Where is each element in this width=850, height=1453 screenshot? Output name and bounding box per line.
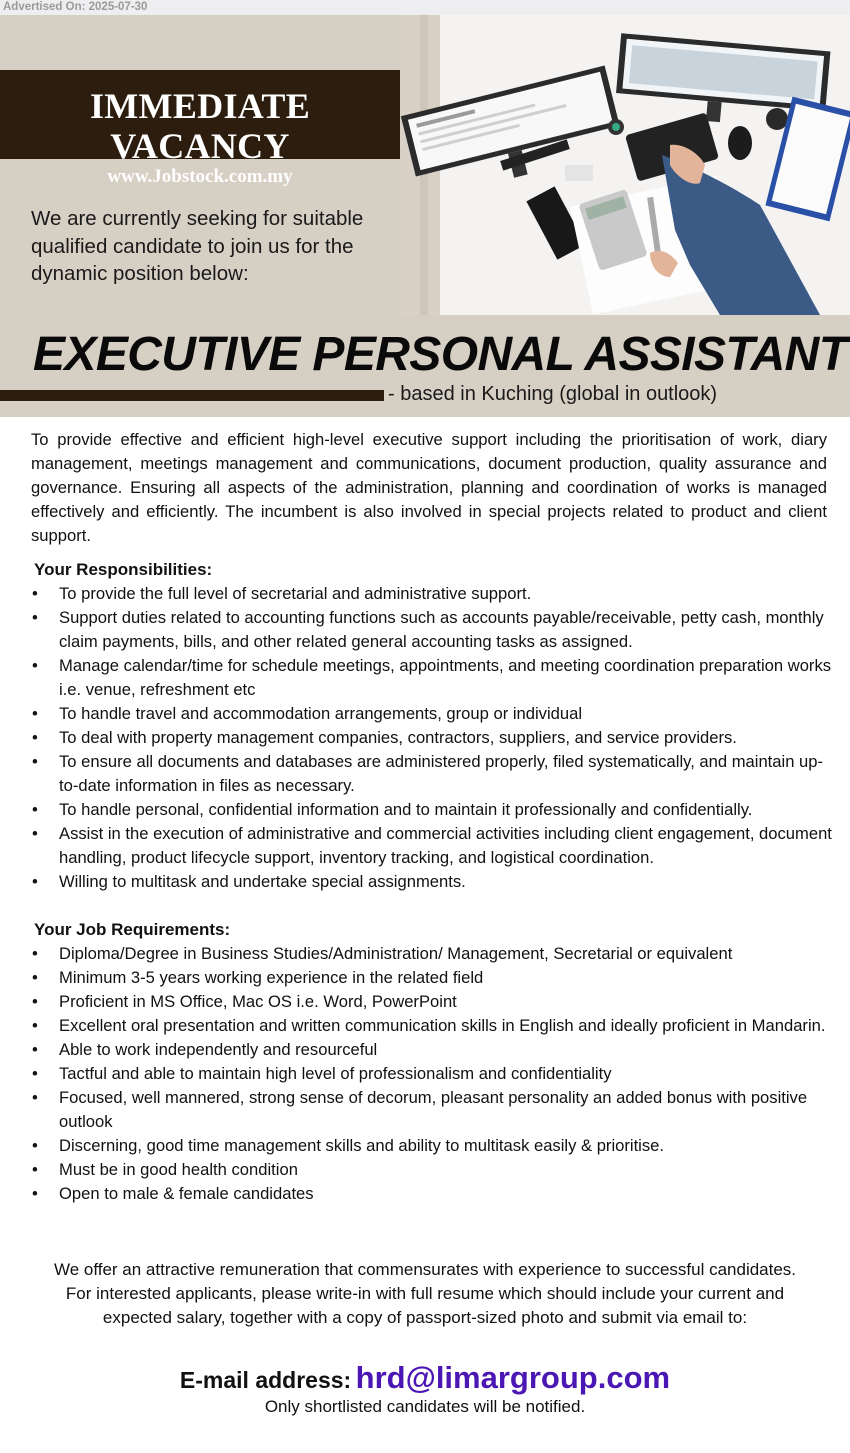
requirements-list (0, 942, 850, 1206)
email-line (0, 1360, 850, 1396)
email-link[interactable]: hrd@limargroup.com (355, 1360, 671, 1395)
vacancy-banner (0, 70, 400, 187)
list-item: • Excellent oral presentation and written communication skills in English and ideally proficient in Mandarin. (0, 1014, 850, 1038)
list-item: • To deal with property management companies, contractors, suppliers, and service providers. (0, 726, 850, 750)
job-location: - based in Kuching (global in outlook) (388, 383, 718, 405)
list-item: • Must be in good health condition (0, 1158, 850, 1182)
job-title: EXECUTIVE PERSONAL ASSISTANT (33, 328, 848, 381)
banner-website: www.Jobstock.com.my (107, 166, 293, 187)
list-item: • Diploma/Degree in Business Studies/Administration/ Management, Secretarial or equivalent (0, 942, 850, 966)
list-item: • Minimum 3-5 years working experience in the related field (0, 966, 850, 990)
list-item: • To handle travel and accommodation arrangements, group or individual (0, 702, 850, 726)
list-item: • Focused, well mannered, strong sense of decorum, pleasant personality an added bonus with positive outlook (0, 1086, 850, 1134)
intro-text: We are currently seeking for suitable qualified candidate to join us for the dynamic position below: (31, 207, 364, 285)
office-desk-photo (400, 15, 850, 315)
list-item: • Willing to multitask and undertake special assignments. (0, 870, 850, 894)
shortlist-note: Only shortlisted candidates will be notified. (264, 1397, 586, 1416)
advertised-date: Advertised On: 2025-07-30 (3, 1, 148, 13)
job-summary: To provide effective and efficient high-level executive support including the prioritisation of work, diary management, meetings management and communications, document production, quality assurance and governance. Ensuring all aspects of the administration, planning and coordination of works is managed effectively and efficiently. The incumbent is also involved in special projects related to product and client support. (31, 430, 827, 545)
list-item: • To ensure all documents and databases are administered properly, filed systematically, and maintain up-to-date information in files as necessary. (0, 750, 850, 798)
list-item: • To handle personal, confidential information and to maintain it professionally and confidentially. (0, 798, 850, 822)
list-item: • Support duties related to accounting functions such as accounts payable/receivable, petty cash, monthly claim payments, bills, and other related general accounting tasks as assigned. (0, 606, 850, 654)
list-item: • Tactful and able to maintain high level of professionalism and confidentiality (0, 1062, 850, 1086)
list-item: • Able to work independently and resourceful (0, 1038, 850, 1062)
hero-header (0, 15, 850, 417)
requirements-heading: Your Job Requirements: (34, 920, 231, 939)
advertised-strip (0, 0, 850, 15)
title-underline-bar (0, 390, 384, 401)
list-item: • Discerning, good time management skills and ability to multitask easily & prioritise. (0, 1134, 850, 1158)
banner-title: IMMEDIATE VACANCY (89, 86, 311, 166)
closing-paragraph: We offer an attractive remuneration that commensurates with experience to successful candidates. For interested applicants, please write-in with full resume which should include your current and expected salary, together with a copy of passport-sized photo and submit via email to: (53, 1260, 797, 1327)
list-item: • Assist in the execution of administrative and commercial activities including client engagement, document handling, product lifecycle support, inventory tracking, and logistical coordination. (0, 822, 850, 870)
responsibilities-list (0, 582, 850, 894)
list-item: • Manage calendar/time for schedule meetings, appointments, and meeting coordination preparation works i.e. venue, refreshment etc (0, 654, 850, 702)
list-item: • Proficient in MS Office, Mac OS i.e. Word, PowerPoint (0, 990, 850, 1014)
list-item: • To provide the full level of secretarial and administrative support. (0, 582, 850, 606)
email-label: E-mail address: (179, 1367, 352, 1393)
list-item: • Open to male & female candidates (0, 1182, 850, 1206)
responsibilities-heading: Your Responsibilities: (34, 560, 213, 579)
